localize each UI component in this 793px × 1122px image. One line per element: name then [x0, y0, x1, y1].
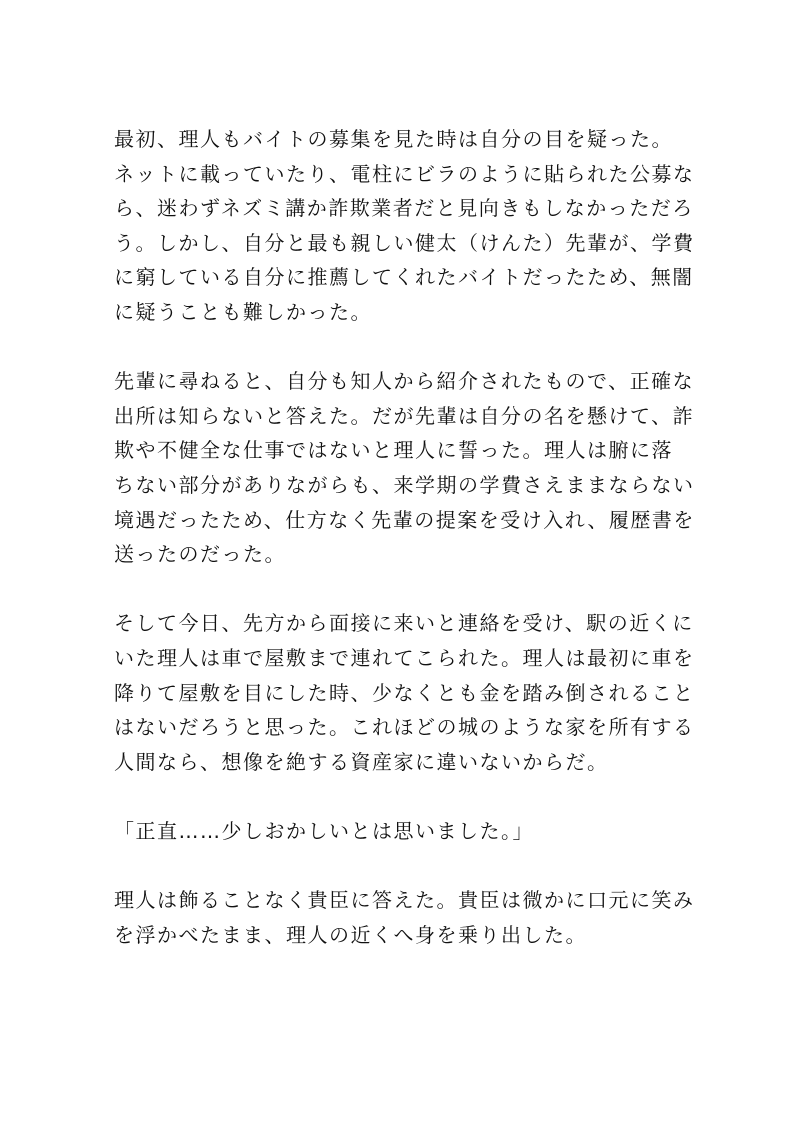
body-text [114, 122, 695, 952]
dialogue-line: 「正直……少しおかしいとは思いました。」 [114, 818, 534, 843]
paragraph-gap [114, 572, 684, 607]
text-line: 出所は知らないと答えた。だが先輩は自分の名を懸けて、詐 [114, 403, 695, 428]
text-line: いた理人は車で屋敷まで連れてこられた。理人は最初に車を [114, 645, 695, 670]
text-line: 欺や不健全な仕事ではないと理人に誓った。理人は腑に落 [114, 438, 673, 463]
paragraph-gap [114, 779, 684, 814]
text-line: 送ったのだった。 [114, 542, 286, 567]
text-line: 境遇だったため、仕方なく先輩の提案を受け入れ、履歴書を [114, 507, 695, 532]
paragraph-gap [114, 848, 684, 883]
text-line: 先輩に尋ねると、自分も知人から紹介されたもので、正確な [114, 369, 695, 394]
text-line: 降りて屋敷を目にした時、少なくとも金を踏み倒されること [114, 680, 695, 705]
text-line: ネットに載っていたり、電柱にビラのように貼られた公募な [114, 161, 695, 186]
text-line: に疑うことも難しかった。 [114, 299, 372, 324]
text-line: ら、迷わずネズミ講か詐欺業者だと見向きもしなかっただろ [114, 196, 694, 221]
text-line: 人間なら、想像を絶する資産家に違いないからだ。 [114, 749, 609, 774]
text-line: に窮している自分に推薦してくれたバイトだったため、無闇 [114, 265, 694, 290]
paragraph-gap [114, 330, 684, 365]
text-line: 理人は飾ることなく貴臣に答えた。貴臣は微かに口元に笑み [114, 888, 695, 913]
text-line: ちない部分がありながらも、来学期の学費さえままならない [114, 472, 695, 497]
text-line: う。しかし、自分と最も親しい健太（けんた）先輩が、学費 [114, 230, 695, 255]
text-line: はないだろうと思った。これほどの城のような家を所有する [114, 715, 695, 740]
text-line: そして今日、先方から面接に来いと連絡を受け、駅の近くに [114, 611, 694, 636]
text-line: を浮かべたまま、理人の近くへ身を乗り出した。 [114, 922, 587, 947]
text-line: 最初、理人もバイトの募集を見た時は自分の目を疑った。 [114, 127, 673, 151]
